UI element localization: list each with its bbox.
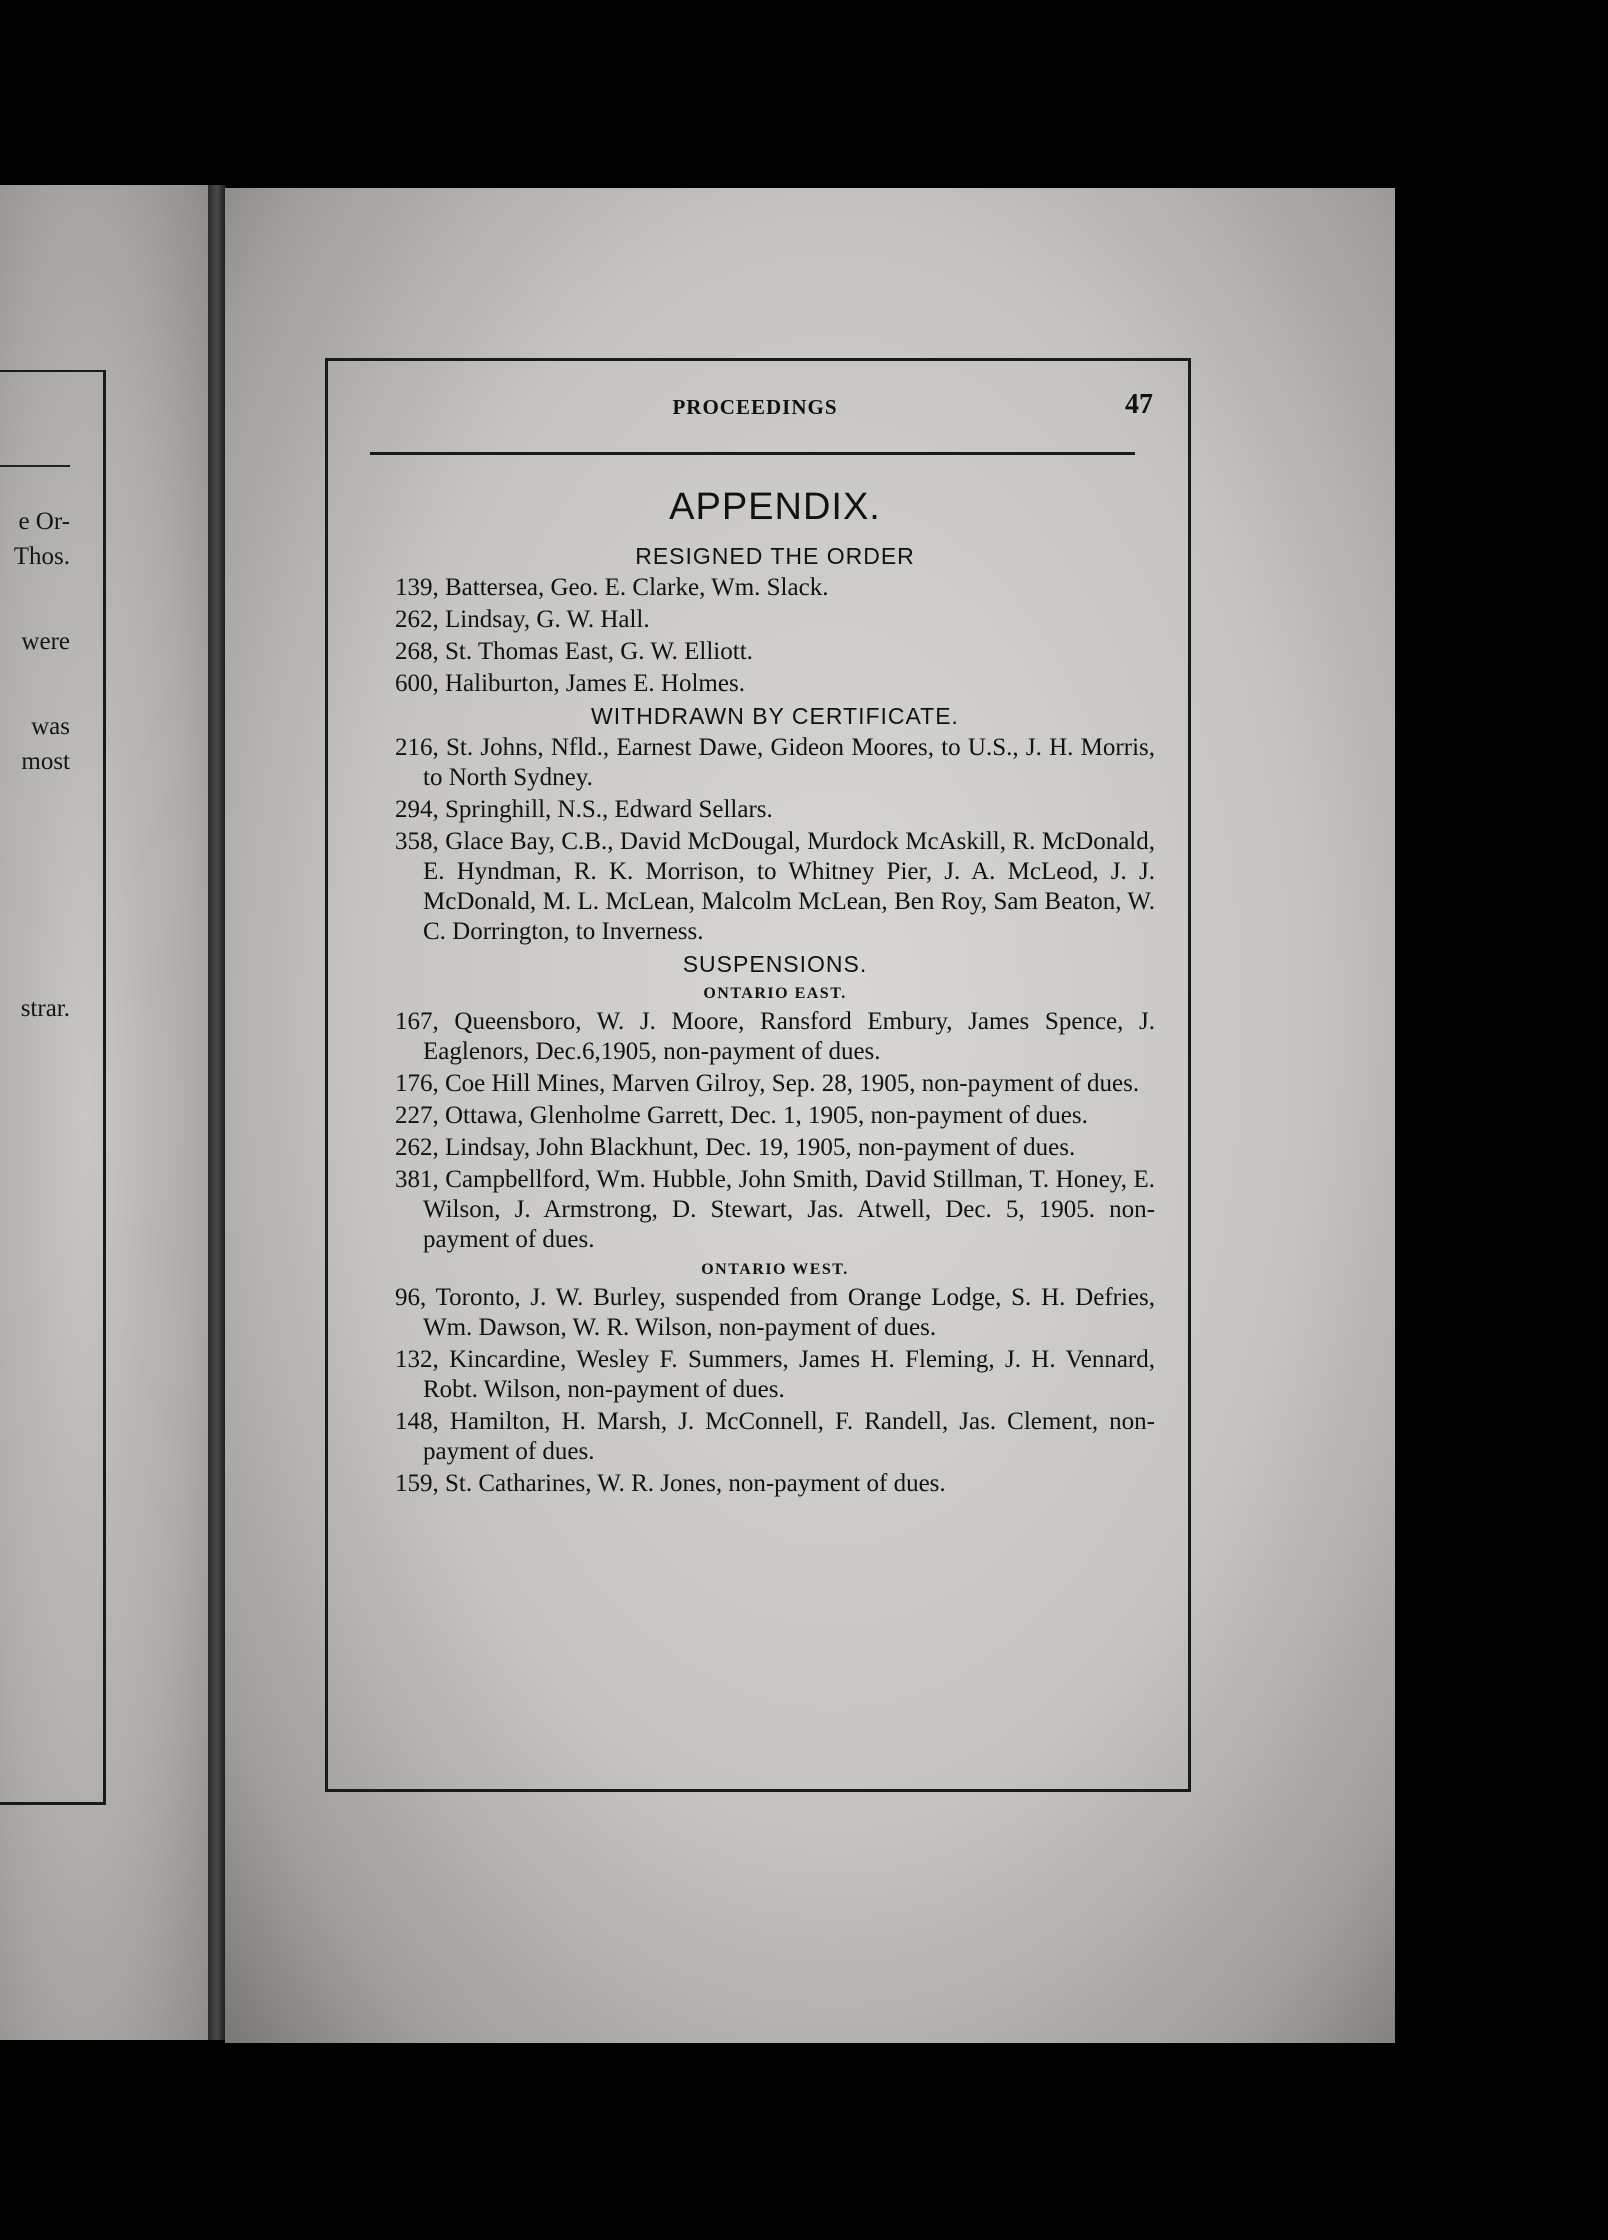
facing-page-frame xyxy=(0,370,106,1805)
section-heading-suspensions: SUSPENSIONS. xyxy=(682,951,868,977)
list-item: 132, Kincardine, Wesley F. Summers, James H. Fleming, J. H. Vennard, Robt. Wilson, non-payment of dues. xyxy=(395,1346,1155,1403)
list-item: 148, Hamilton, H. Marsh, J. McConnell, F. Randell, Jas. Clement, non-payment of dues. xyxy=(395,1408,1155,1465)
list-item: 358, Glace Bay, C.B., David McDougal, Murdock McAskill, R. McDonald, E. Hyndman, R. K. Morrison, to Whitney Pier, J. A. McLeod, J. J. McDonald, M. L. McLean, Malcolm McLean, Ben Roy, Sam Beaton, W. C. Dorrington, to Inverness. xyxy=(395,828,1155,945)
facing-page-text: most xyxy=(21,748,70,775)
list-item: 96, Toronto, J. W. Burley, suspended from Orange Lodge, S. H. Defries, Wm. Dawson, W. R. Wilson, non-payment of dues. xyxy=(395,1284,1155,1341)
header-rule xyxy=(370,452,1135,455)
section-heading-withdrawn: WITHDRAWN BY CERTIFICATE. xyxy=(591,703,959,729)
facing-page-text: strar. xyxy=(20,995,70,1022)
list-item: 600, Haliburton, James E. Holmes. xyxy=(395,670,745,697)
facing-page-text: e Or- xyxy=(18,508,70,535)
running-head: PROCEEDINGS xyxy=(672,395,838,419)
list-item: 216, St. Johns, Nfld., Earnest Dawe, Gideon Moores, to U.S., J. H. Morris, to North Sydney. xyxy=(395,734,1155,791)
facing-page-rule xyxy=(0,465,70,467)
list-item: 294, Springhill, N.S., Edward Sellars. xyxy=(395,796,773,823)
list-item: 227, Ottawa, Glenholme Garrett, Dec. 1, 1905, non-payment of dues. xyxy=(395,1102,1088,1129)
page-content xyxy=(395,485,1155,1501)
page-number: 47 xyxy=(1125,389,1153,420)
facing-page-text: was xyxy=(31,713,70,740)
list-item: 176, Coe Hill Mines, Marven Gilroy, Sep. 28, 1905, non-payment of dues. xyxy=(395,1070,1140,1097)
list-item: 381, Campbellford, Wm. Hubble, John Smith, David Stillman, T. Honey, E. Wilson, J. Armstrong, D. Stewart, Jas. Atwell, Dec. 5, 1905. non-payment of dues. xyxy=(395,1166,1155,1253)
page-header xyxy=(325,389,1185,435)
page-title: APPENDIX. xyxy=(669,486,881,528)
section-heading-resigned: RESIGNED THE ORDER xyxy=(635,543,915,569)
subheading-ontario-west: ONTARIO WEST. xyxy=(701,1261,849,1278)
facing-page-text: were xyxy=(21,628,70,655)
list-item: 139, Battersea, Geo. E. Clarke, Wm. Slack. xyxy=(395,574,829,601)
list-item: 262, Lindsay, John Blackhunt, Dec. 19, 1905, non-payment of dues. xyxy=(395,1134,1076,1161)
book-gutter xyxy=(208,185,226,2040)
list-item: 262, Lindsay, G. W. Hall. xyxy=(395,606,650,633)
list-item: 268, St. Thomas East, G. W. Elliott. xyxy=(395,638,753,665)
subheading-ontario-east: ONTARIO EAST. xyxy=(703,985,847,1002)
facing-page-text: Thos. xyxy=(13,543,70,570)
list-item: 159, St. Catharines, W. R. Jones, non-payment of dues. xyxy=(395,1470,946,1497)
list-item: 167, Queensboro, W. J. Moore, Ransford Embury, James Spence, J. Eaglenors, Dec.6,1905, non-payment of dues. xyxy=(395,1008,1155,1065)
